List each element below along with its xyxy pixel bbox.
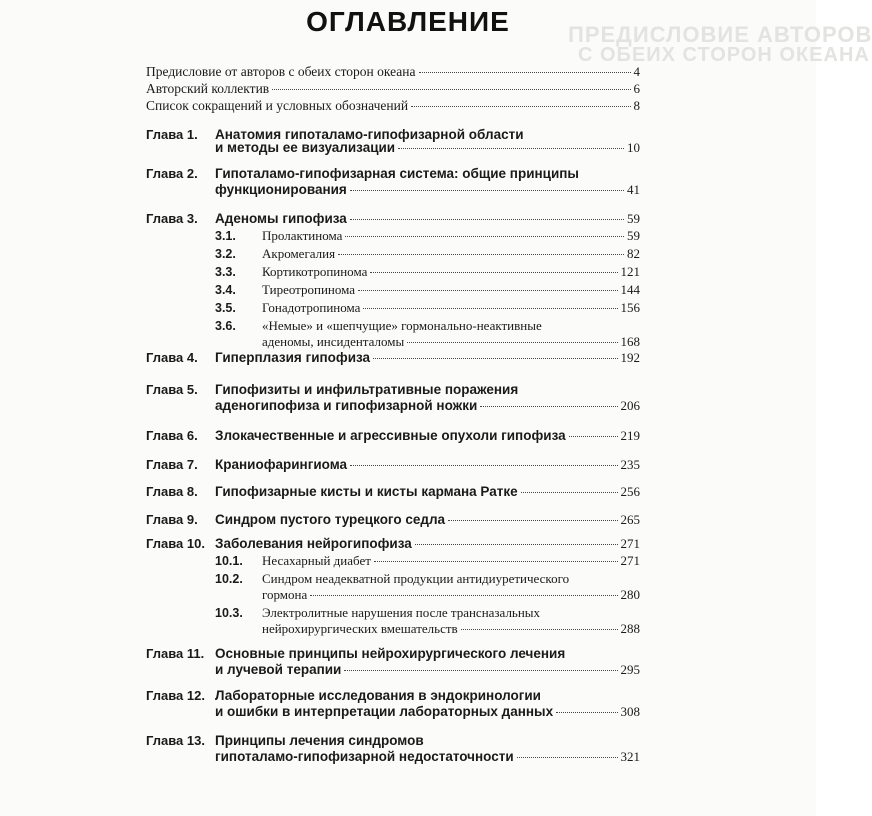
section-entry-continued [262,334,640,350]
dot-leader [272,89,630,90]
chapter-title: Злокачественные и агрессивные опухоли гипофиза [215,428,566,443]
section-title: Несахарный диабет [262,553,371,568]
dot-leader [415,544,618,545]
section-entry [215,553,640,569]
dot-leader [373,358,617,359]
toc-entry [146,98,640,114]
page-number: 8 [633,98,640,113]
chapter-label: Глава 10. [146,536,205,551]
section-number: 3.3. [215,265,236,279]
chapter-title-line [215,428,640,444]
dot-leader [407,342,617,343]
section-entry [215,228,640,244]
page-number: 288 [620,621,640,636]
chapter-label: Глава 5. [146,382,198,397]
page-number: 271 [620,536,640,551]
section-entry-continued [262,587,640,603]
chapter-label: Глава 6. [146,428,198,443]
section-number: 10.2. [215,572,243,586]
page-number: 235 [620,457,640,472]
chapter-label: Глава 4. [146,350,198,365]
bleed-through-text: С ОБЕИХ СТОРОН ОКЕАНА [578,44,870,66]
toc-entry-text: Список сокращений и условных обозначений [146,98,409,113]
section-title: Тиреотропинома [262,282,356,297]
chapter-title: и ошибки в интерпретации лабораторных данных [215,704,554,719]
page-number: 280 [620,587,640,602]
section-entry [215,264,640,280]
section-number: 3.2. [215,247,236,261]
page-number: 206 [620,398,640,413]
page-number: 121 [620,264,640,279]
dot-leader [556,712,617,713]
toc-entry-text: Авторский коллектив [146,81,270,96]
section-entry [215,282,640,298]
chapter-title: Гипофизарные кисты и кисты кармана Ратке [215,484,518,499]
section-title: нейрохирургических вмешательств [262,621,458,636]
chapter-title-line [215,398,640,414]
chapter-title: Аденомы гипофиза [215,211,347,226]
chapter-title: гипоталамо-гипофизарной недостаточности [215,749,514,764]
dot-leader [350,219,624,220]
chapter-label: Глава 7. [146,457,198,472]
section-title: «Немые» и «шепчущие» гормонально-неактивные [262,318,542,333]
page-number: 10 [627,140,640,155]
chapter-label: Глава 2. [146,166,198,181]
chapter-title-line [215,350,640,366]
dot-leader [344,670,617,671]
chapter-title: Синдром пустого турецкого седла [215,512,446,527]
section-title: Синдром неадекватной продукции антидиуретического [262,571,570,586]
section-entry [215,571,640,587]
dot-leader [448,520,617,521]
chapter-title: Лабораторные исследования в эндокринологии [215,688,541,703]
section-entry [215,605,640,621]
page-number: 156 [620,300,640,315]
dot-leader [569,436,618,437]
chapter-title-line [215,140,640,156]
chapter-label: Глава 9. [146,512,198,527]
dot-leader [345,236,624,237]
toc-entry [146,81,640,97]
dot-leader [411,106,630,107]
page-number: 59 [627,228,640,243]
chapter-label: Глава 12. [146,688,205,703]
section-title: Кортикотропинома [262,264,368,279]
dot-leader [419,72,631,73]
dot-leader [374,561,618,562]
chapter-title: Принципы лечения синдромов [215,733,424,748]
chapter-title-line [215,484,640,500]
chapter-title: Основные принципы нейрохирургического лечения [215,646,566,661]
section-number: 10.3. [215,606,243,620]
section-entry [215,318,640,334]
dot-leader [350,465,617,466]
page-number: 82 [627,246,640,261]
chapter-title: Краниофарингиома [215,457,348,472]
section-title: Гонадотропинома [262,300,361,315]
page-title: ОГЛАВЛЕНИЕ [306,6,510,37]
chapter-title: и методы ее визуализации [215,140,396,155]
bleed-through-text: ПРЕДИСЛОВИЕ АВТОРОВ [568,22,872,47]
section-entry [215,300,640,316]
chapter-title: Гипоталамо-гипофизарная система: общие принципы [215,166,579,181]
chapter-label: Глава 1. [146,127,198,142]
chapter-title-line [215,512,640,528]
page-number: 144 [620,282,640,297]
section-title: Акромегалия [262,246,336,261]
section-number: 3.4. [215,283,236,297]
dot-leader [461,629,618,630]
page-number: 4 [633,64,640,79]
section-number: 10.1. [215,554,243,568]
chapter-label: Глава 3. [146,211,198,226]
page-number: 321 [620,749,640,764]
toc-entry [146,64,640,80]
chapter-title: Гипофизиты и инфильтративные поражения [215,382,519,397]
page-number: 265 [620,512,640,527]
page-number: 308 [620,704,640,719]
section-number: 3.5. [215,301,236,315]
section-title: гормона [262,587,308,602]
section-title: Пролактинома [262,228,343,243]
chapter-title: Анатомия гипоталамо-гипофизарной области [215,127,524,142]
page-number: 41 [627,182,640,197]
page-number: 295 [620,662,640,677]
chapter-label: Глава 11. [146,646,205,661]
dot-leader [310,595,617,596]
chapter-title-line [215,182,640,198]
dot-leader [398,148,624,149]
page-number: 219 [620,428,640,443]
page-number: 271 [620,553,640,568]
section-number: 3.6. [215,319,236,333]
dot-leader [358,290,617,291]
chapter-title-line [215,662,640,678]
chapter-label: Глава 13. [146,733,205,748]
page-number: 256 [620,484,640,499]
page-number: 6 [633,81,640,96]
dot-leader [338,254,624,255]
section-number: 3.1. [215,229,236,243]
dot-leader [517,757,618,758]
chapter-title-line [215,749,640,765]
section-title: Электролитные нарушения после трансназальных [262,605,541,620]
page-number: 168 [620,334,640,349]
dot-leader [350,190,624,191]
chapter-label: Глава 8. [146,484,198,499]
section-entry [215,246,640,262]
chapter-title: и лучевой терапии [215,662,342,677]
toc-entry-text: Предисловие от авторов с обеих сторон океана [146,64,416,79]
dot-leader [480,406,617,407]
chapter-title: Заболевания нейрогипофиза [215,536,412,551]
page-number: 59 [627,211,640,226]
dot-leader [521,492,618,493]
section-entry-continued [262,621,640,637]
chapter-title-line [215,536,640,552]
chapter-title-line [215,704,640,720]
chapter-title-line [215,457,640,473]
chapter-title: аденогипофиза и гипофизарной ножки [215,398,478,413]
dot-leader [363,308,617,309]
chapter-title: Гиперплазия гипофиза [215,350,371,365]
dot-leader [370,272,617,273]
section-title: аденомы, инсиденталомы [262,334,405,349]
chapter-title-line [215,211,640,227]
page-number: 192 [620,350,640,365]
chapter-title: функционирования [215,182,347,197]
